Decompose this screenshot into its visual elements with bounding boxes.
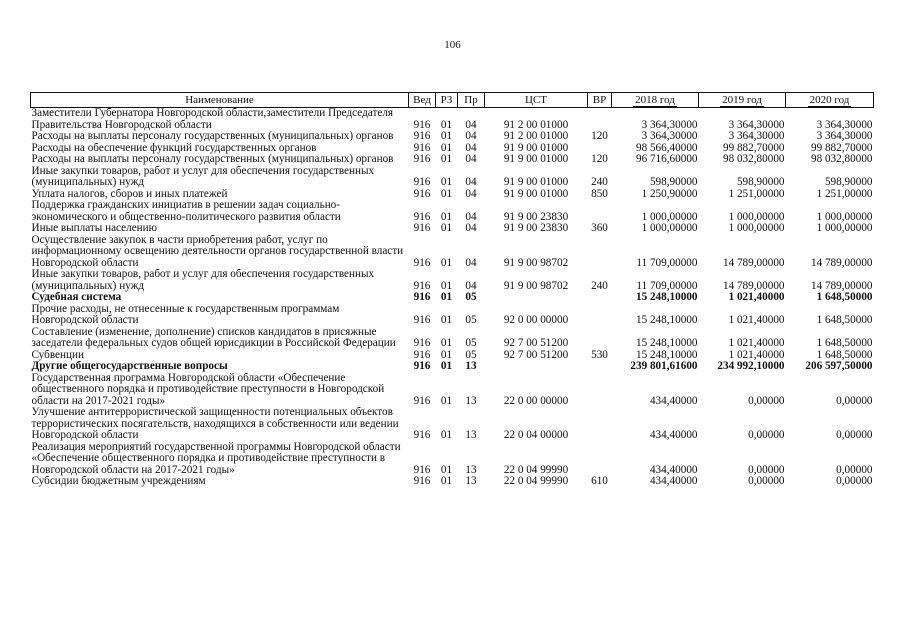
table-header bbox=[31, 93, 874, 108]
cell-name: Расходы на выплаты персоналу государственных (муниципальных) органов bbox=[31, 154, 394, 165]
cell-pr: 04 bbox=[465, 210, 477, 223]
section-row bbox=[31, 292, 874, 304]
cell-ved: 916 bbox=[413, 394, 431, 407]
cell-2018: 15 248,10000 bbox=[635, 349, 698, 361]
cell-rz: 01 bbox=[440, 429, 453, 441]
header-year-2020-label: 2020 год bbox=[809, 93, 850, 106]
cell-cst: 91 9 00 98702 bbox=[503, 279, 569, 292]
cell-pr: 13 bbox=[465, 361, 477, 372]
table-row bbox=[31, 223, 874, 235]
cell-2019: 1 021,40000 bbox=[728, 349, 785, 361]
cell-pr: 05 bbox=[465, 292, 477, 303]
cell-2020: 1 648,50000 bbox=[816, 292, 873, 303]
cell-pr: 04 bbox=[465, 279, 477, 292]
cell-ved: 916 bbox=[413, 292, 431, 303]
cell-ved: 916 bbox=[413, 429, 431, 441]
cell-cst: 91 9 00 01000 bbox=[503, 154, 569, 165]
cell-ved: 916 bbox=[413, 476, 431, 487]
cell-2020: 0,00000 bbox=[836, 476, 873, 487]
cell-cst bbox=[485, 361, 588, 373]
cell-pr: 04 bbox=[465, 142, 477, 154]
header-rz: РЗ bbox=[436, 93, 458, 108]
cell-cst: 92 7 00 51200 bbox=[503, 349, 569, 361]
cell-2020: 0,00000 bbox=[836, 394, 873, 407]
page-number: 106 bbox=[444, 39, 461, 51]
cell-2019: 1 251,00000 bbox=[728, 188, 785, 200]
cell-2018: 1 000,00000 bbox=[641, 210, 698, 223]
header-year-2018 bbox=[612, 93, 699, 108]
cell-pr: 04 bbox=[465, 256, 477, 269]
cell-cst: 92 7 00 51200 bbox=[503, 337, 569, 349]
cell-2020: 3 364,30000 bbox=[816, 131, 873, 142]
cell-vr bbox=[588, 407, 612, 442]
cell-ved: 916 bbox=[413, 188, 431, 200]
cell-vr: 530 bbox=[591, 349, 608, 361]
cell-rz: 01 bbox=[440, 142, 453, 154]
cell-2020: 3 364,30000 bbox=[816, 118, 873, 131]
cell-2020: 14 789,00000 bbox=[810, 279, 873, 292]
cell-ved: 916 bbox=[413, 279, 431, 292]
cell-2018: 11 709,00000 bbox=[636, 279, 698, 292]
cell-2019: 99 882,70000 bbox=[722, 142, 785, 154]
cell-2019: 1 000,00000 bbox=[728, 210, 785, 223]
cell-vr: 240 bbox=[591, 176, 608, 188]
cell-2018: 15 248,10000 bbox=[635, 314, 698, 326]
table-row bbox=[31, 143, 874, 155]
cell-rz: 01 bbox=[440, 349, 453, 361]
cell-name: Осуществление закупок в части приобретения работ, услуг по информационному освещению деятельности органов государственной власти Новгородской области bbox=[31, 234, 404, 269]
cell-2018: 96 716,60000 bbox=[635, 154, 698, 165]
cell-name: Реализация мероприятий государственной программы Новгородской области «Обеспечение общественного порядка и противодействие преступности в Новгородской области на 2017-2021 годы» bbox=[31, 441, 401, 476]
cell-2020: 1 000,00000 bbox=[816, 210, 873, 223]
cell-vr: 120 bbox=[591, 131, 608, 142]
cell-rz: 01 bbox=[440, 337, 453, 349]
cell-2019: 14 789,00000 bbox=[722, 256, 785, 269]
cell-2020: 598,90000 bbox=[824, 176, 873, 188]
cell-2019: 234 992,10000 bbox=[717, 361, 785, 372]
cell-ved: 916 bbox=[413, 223, 431, 234]
cell-name: Расходы на выплаты персоналу государственных (муниципальных) органов bbox=[31, 131, 394, 142]
cell-rz: 01 bbox=[440, 476, 453, 487]
cell-2018: 1 250,90000 bbox=[641, 188, 698, 200]
table-row bbox=[31, 131, 874, 143]
cell-rz: 01 bbox=[440, 292, 453, 303]
header-cst: ЦСТ bbox=[485, 93, 588, 108]
cell-pr: 05 bbox=[465, 337, 477, 349]
table-row bbox=[31, 407, 874, 442]
cell-2019: 3 364,30000 bbox=[728, 131, 785, 142]
cell-2018: 1 000,00000 bbox=[641, 223, 698, 234]
cell-vr bbox=[588, 292, 612, 304]
cell-2020: 206 597,50000 bbox=[805, 361, 873, 372]
cell-ved: 916 bbox=[413, 463, 431, 476]
header-year-2019 bbox=[699, 93, 786, 108]
table-row bbox=[31, 235, 874, 270]
cell-2020: 1 648,50000 bbox=[816, 349, 873, 361]
cell-rz: 01 bbox=[440, 188, 453, 200]
header-year-2018-label: 2018 год bbox=[635, 93, 675, 106]
cell-2020: 0,00000 bbox=[836, 463, 873, 476]
header-vr: ВР bbox=[588, 93, 612, 108]
cell-2019: 3 364,30000 bbox=[728, 118, 785, 131]
cell-name: Уплата налогов, сборов и иных платежей bbox=[31, 188, 228, 200]
cell-vr: 610 bbox=[591, 476, 608, 487]
cell-2019: 0,00000 bbox=[748, 429, 785, 441]
cell-pr: 04 bbox=[465, 223, 477, 234]
cell-rz: 01 bbox=[440, 154, 453, 165]
table-body bbox=[31, 108, 874, 488]
cell-2020: 98 032,80000 bbox=[810, 154, 873, 165]
cell-ved: 916 bbox=[413, 337, 431, 349]
table-row bbox=[31, 442, 874, 477]
cell-ved: 916 bbox=[413, 349, 431, 361]
cell-vr: 360 bbox=[591, 223, 608, 234]
table-row bbox=[31, 269, 874, 292]
cell-2019: 0,00000 bbox=[748, 463, 785, 476]
cell-rz: 01 bbox=[440, 463, 453, 476]
table-row bbox=[31, 154, 874, 166]
cell-ved: 916 bbox=[413, 154, 431, 165]
table-row bbox=[31, 327, 874, 350]
cell-name: Иные закупки товаров, работ и услуг для обеспечения государственных (муниципальных) нужд bbox=[31, 165, 375, 188]
header-ved: Вед bbox=[409, 93, 436, 108]
cell-ved: 916 bbox=[413, 131, 431, 142]
cell-vr bbox=[588, 373, 612, 408]
cell-vr bbox=[588, 108, 612, 132]
cell-2020: 1 251,00000 bbox=[816, 188, 873, 200]
cell-name: Составление (изменение, дополнение) списков кандидатов в присяжные заседатели федеральных судов общей юрисдикции в Российской Федерации bbox=[31, 326, 396, 349]
cell-2018: 239 801,61600 bbox=[630, 361, 698, 372]
cell-2018: 598,90000 bbox=[649, 176, 698, 188]
cell-pr: 04 bbox=[465, 154, 477, 165]
table-row bbox=[31, 166, 874, 189]
cell-cst bbox=[485, 292, 588, 304]
cell-cst: 91 9 00 01000 bbox=[503, 142, 569, 154]
cell-rz: 01 bbox=[440, 223, 453, 234]
cell-cst: 91 9 00 01000 bbox=[503, 188, 569, 200]
cell-2020: 1 000,00000 bbox=[816, 223, 873, 234]
cell-ved: 916 bbox=[413, 118, 431, 131]
cell-rz: 01 bbox=[440, 314, 453, 326]
cell-2019: 98 032,80000 bbox=[722, 154, 785, 165]
cell-pr: 04 bbox=[465, 188, 477, 200]
cell-pr: 13 bbox=[465, 463, 477, 476]
cell-vr bbox=[588, 200, 612, 223]
cell-name: Иные закупки товаров, работ и услуг для обеспечения государственных (муниципальных) нужд bbox=[31, 269, 375, 292]
cell-pr: 05 bbox=[465, 314, 477, 326]
cell-pr: 13 bbox=[465, 476, 477, 487]
cell-vr: 850 bbox=[591, 188, 608, 200]
cell-rz: 01 bbox=[440, 118, 453, 131]
table-row bbox=[31, 200, 874, 223]
cell-2020: 1 648,50000 bbox=[816, 337, 873, 349]
cell-2018: 98 566,40000 bbox=[635, 142, 698, 154]
header-name: Наименование bbox=[31, 93, 409, 108]
cell-pr: 04 bbox=[465, 176, 477, 188]
cell-ved: 916 bbox=[413, 176, 431, 188]
cell-2019: 1 021,40000 bbox=[728, 337, 785, 349]
cell-cst: 22 0 00 00000 bbox=[503, 394, 569, 407]
cell-2019: 0,00000 bbox=[748, 476, 785, 487]
cell-cst: 91 9 00 23830 bbox=[503, 210, 569, 223]
cell-pr: 04 bbox=[465, 118, 477, 131]
cell-rz: 01 bbox=[440, 394, 453, 407]
cell-vr bbox=[588, 235, 612, 270]
cell-2018: 3 364,30000 bbox=[641, 118, 698, 131]
cell-rz: 01 bbox=[440, 210, 453, 223]
cell-2019: 0,00000 bbox=[748, 394, 785, 407]
table-row bbox=[31, 304, 874, 327]
cell-cst: 91 9 00 23830 bbox=[503, 223, 569, 234]
cell-rz: 01 bbox=[440, 131, 453, 142]
cell-cst: 22 0 04 99990 bbox=[503, 463, 569, 476]
cell-name: Расходы на обеспечение функций государственных органов bbox=[31, 142, 317, 154]
cell-vr bbox=[588, 304, 612, 327]
header-pr: Пр bbox=[458, 93, 485, 108]
cell-cst: 91 2 00 01000 bbox=[503, 118, 569, 131]
cell-name: Государственная программа Новгородской области «Обеспечение общественного порядка и противодействие преступности в Новгородской области на 2017-2021 годы» bbox=[31, 372, 385, 407]
cell-2018: 434,40000 bbox=[649, 463, 698, 476]
cell-ved: 916 bbox=[413, 142, 431, 154]
cell-cst: 22 0 04 99990 bbox=[503, 476, 569, 487]
cell-2020: 99 882,70000 bbox=[810, 142, 873, 154]
cell-2018: 15 248,10000 bbox=[635, 337, 698, 349]
cell-name: Судебная система bbox=[31, 292, 122, 303]
cell-2020: 1 648,50000 bbox=[816, 314, 873, 326]
cell-rz: 01 bbox=[440, 176, 453, 188]
cell-cst: 92 0 00 00000 bbox=[503, 314, 569, 326]
cell-2019: 1 021,40000 bbox=[728, 314, 785, 326]
cell-2018: 15 248,10000 bbox=[635, 292, 698, 303]
cell-vr bbox=[588, 143, 612, 155]
cell-cst: 22 0 04 00000 bbox=[503, 429, 569, 441]
cell-2018: 11 709,00000 bbox=[636, 256, 698, 269]
cell-pr: 13 bbox=[465, 429, 477, 441]
cell-vr bbox=[588, 442, 612, 477]
cell-2019: 14 789,00000 bbox=[722, 279, 785, 292]
section-row bbox=[31, 361, 874, 373]
cell-name: Поддержка гражданских инициатив в решении задач социально-экономического и общественно-политического развития области bbox=[31, 200, 341, 223]
cell-rz: 01 bbox=[440, 256, 453, 269]
cell-ved: 916 bbox=[413, 256, 431, 269]
cell-2020: 14 789,00000 bbox=[810, 256, 873, 269]
table-row bbox=[31, 189, 874, 201]
table-row bbox=[31, 373, 874, 408]
cell-name: Субсидии бюджетным учреждениям bbox=[31, 476, 206, 487]
cell-name: Улучшение антитеррористической защищенности потенциальных объектов террористических посягательств, находящихся в собственности или ведении Новгородской области bbox=[31, 407, 399, 441]
cell-name: Прочие расходы, не отнесенные к государственным программам Новгородской области bbox=[31, 303, 340, 326]
cell-vr: 120 bbox=[591, 154, 608, 165]
cell-2018: 3 364,30000 bbox=[641, 131, 698, 142]
header-year-2020 bbox=[786, 93, 874, 108]
cell-pr: 13 bbox=[465, 394, 477, 407]
table-row bbox=[31, 350, 874, 362]
cell-2018: 434,40000 bbox=[649, 429, 698, 441]
cell-name: Иные выплаты населению bbox=[31, 223, 157, 234]
cell-cst: 91 9 00 98702 bbox=[503, 256, 569, 269]
cell-vr bbox=[588, 327, 612, 350]
cell-ved: 916 bbox=[413, 210, 431, 223]
cell-2018: 434,40000 bbox=[649, 476, 698, 487]
cell-vr: 240 bbox=[591, 279, 608, 292]
cell-2019: 1 000,00000 bbox=[728, 223, 785, 234]
cell-cst: 91 9 00 01000 bbox=[503, 176, 569, 188]
cell-rz: 01 bbox=[440, 279, 453, 292]
budget-table bbox=[30, 92, 874, 488]
table-row bbox=[31, 476, 874, 488]
header-year-2019-label: 2019 год bbox=[722, 93, 762, 106]
cell-cst: 91 2 00 01000 bbox=[503, 131, 569, 142]
cell-2019: 598,90000 bbox=[736, 176, 785, 188]
cell-pr: 04 bbox=[465, 131, 477, 142]
cell-name: Другие общегосударственные вопросы bbox=[31, 361, 228, 372]
cell-2020: 0,00000 bbox=[836, 429, 873, 441]
cell-rz: 01 bbox=[440, 361, 453, 372]
cell-ved: 916 bbox=[413, 361, 431, 372]
table-row bbox=[31, 108, 874, 132]
cell-name: Субвенции bbox=[31, 349, 84, 361]
cell-ved: 916 bbox=[413, 314, 431, 326]
cell-2019: 1 021,40000 bbox=[728, 292, 785, 303]
cell-pr: 05 bbox=[465, 349, 477, 361]
cell-vr bbox=[588, 361, 612, 373]
cell-name: Заместители Губернатора Новгородской области,заместители Председателя Правительства Новгородской области bbox=[31, 107, 394, 131]
cell-2018: 434,40000 bbox=[649, 394, 698, 407]
